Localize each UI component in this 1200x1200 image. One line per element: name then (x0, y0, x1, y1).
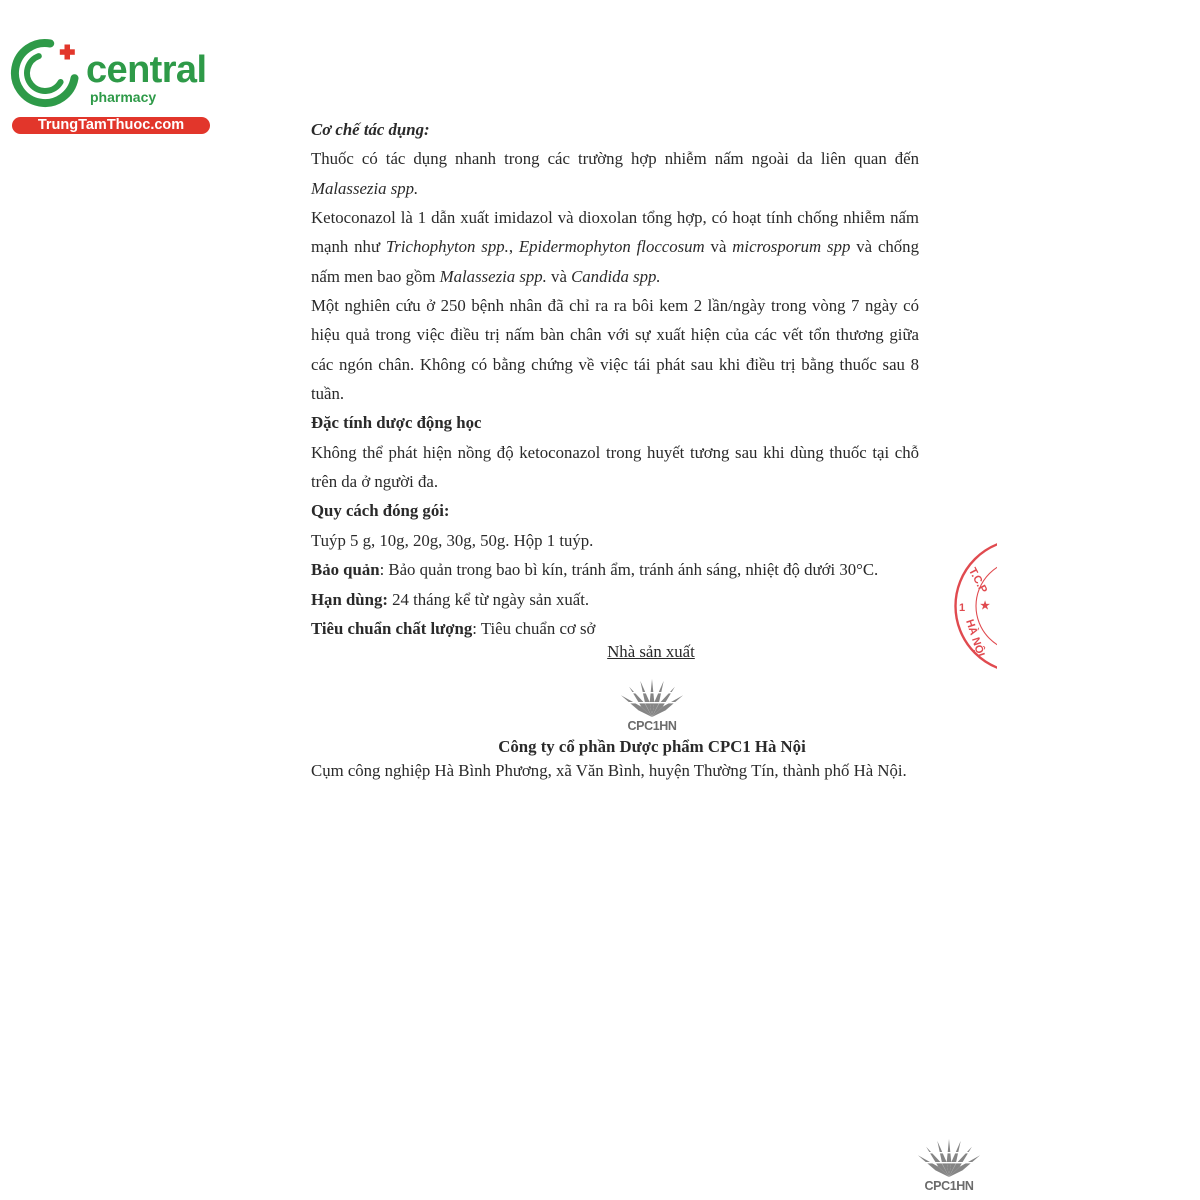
cpc1hn-logo-text: CPC1HN (924, 1179, 974, 1193)
body-line: tuần. (311, 384, 345, 404)
section-heading-packaging: Quy cách đóng gói: (311, 501, 450, 521)
body-line: hiệu quả trong việc điều trị nấm bàn chân với sự xuất hiện của các vết tổn thương giữa (311, 325, 919, 345)
central-pharmacy-cross-icon (10, 38, 80, 108)
emblem-stripe (620, 692, 684, 693)
body-line: Một nghiên cứu ở 250 bệnh nhân đã chỉ ra ra bôi kem 2 lần/ngày trong vòng 7 ngày có (311, 296, 919, 316)
manufacturer-company: Công ty cổ phần Dược phẩm CPC1 Hà Nội (498, 737, 806, 756)
quality-label: Tiêu chuẩn chất lượng (311, 618, 473, 638)
body-text: và chống (850, 237, 919, 257)
species-name: Trichophyton spp. (385, 237, 509, 257)
quality-text: : Tiêu chuẩn cơ sở (472, 618, 596, 638)
stamp-text-top: T.C.P (966, 565, 990, 596)
cpc1hn-logo-icon (620, 667, 684, 733)
body-line: Malassezia spp. (311, 178, 419, 198)
storage-text: : Bảo quản trong bao bì kín, tránh ẩm, tránh ánh sáng, nhiệt độ dưới 30°C. (379, 560, 879, 580)
emblem-stripe (917, 1152, 981, 1153)
body-line: các ngón chân. Không có bằng chứng về việc tái phát sau khi điều trị bằng thuốc sau 8 (311, 354, 919, 374)
shelf-life-line (311, 585, 919, 614)
body-line: Thuốc có tác dụng nhanh trong các trường hợp nhiễm nấm ngoài da liên quan đến (311, 149, 919, 169)
body-text: mạnh như (311, 237, 386, 257)
body-line (311, 262, 919, 291)
emblem-stripe (620, 702, 684, 703)
body-text: và (704, 237, 733, 257)
document-body (311, 115, 919, 643)
brand-site-badge: TrungTamThuoc.com (12, 117, 210, 134)
cpc1hn-emblem (621, 679, 683, 717)
shelf-life-label: Hạn dùng: (311, 589, 388, 609)
body-line (311, 232, 919, 261)
species-name: Candida spp. (571, 266, 661, 286)
cpc1hn-footer-logo-icon (917, 1127, 981, 1193)
company-stamp (950, 538, 997, 674)
body-text: , (508, 237, 519, 257)
body-line: trên da ở người đa. (311, 472, 439, 492)
storage-line (311, 555, 919, 584)
shelf-life-text: 24 tháng kể từ ngày sản xuất. (387, 589, 590, 609)
species-name: microsporum spp (732, 237, 851, 257)
species-name: Epidermophyton floccosum (518, 237, 705, 257)
red-cross-bar (60, 49, 75, 55)
manufacturer-address: Cụm công nghiệp Hà Bình Phương, xã Văn Bình, huyện Thường Tín, thành phố Hà Nội. (311, 761, 907, 780)
cpc1hn-logo-text: CPC1HN (627, 719, 677, 733)
logo-inner-ring (27, 56, 61, 91)
species-name: Malassezia spp. (439, 266, 547, 286)
stamp-star: ★ (980, 600, 990, 612)
manufacturer-heading: Nhà sản xuất (607, 642, 695, 661)
cpc1hn-emblem (918, 1139, 980, 1177)
body-line: Tuýp 5 g, 10g, 20g, 30g, 50g. Hộp 1 tuýp. (311, 530, 594, 550)
body-line: Không thể phát hiện nồng độ ketoconazol trong huyết tương sau khi dùng thuốc tại chỗ (311, 442, 919, 462)
brand-tagline: pharmacy (90, 89, 157, 105)
body-line: Ketoconazol là 1 dẫn xuất imidazol và dioxolan tổng hợp, có hoạt tính chống nhiễm nấm (311, 208, 919, 228)
stamp-text-bottom: HÀ NỘI (963, 617, 987, 659)
emblem-stripe (917, 1162, 981, 1163)
body-text: và (546, 266, 572, 286)
section-heading-pharmacokinetics: Đặc tính dược động học (311, 413, 482, 433)
brand-name: central (86, 49, 207, 91)
section-heading-mechanism: Cơ chế tác dụng: (311, 120, 430, 139)
stamp-text-inner: 1 (958, 602, 966, 614)
body-text: nấm men bao gồm (311, 266, 440, 286)
storage-label: Bảo quản (311, 560, 380, 580)
